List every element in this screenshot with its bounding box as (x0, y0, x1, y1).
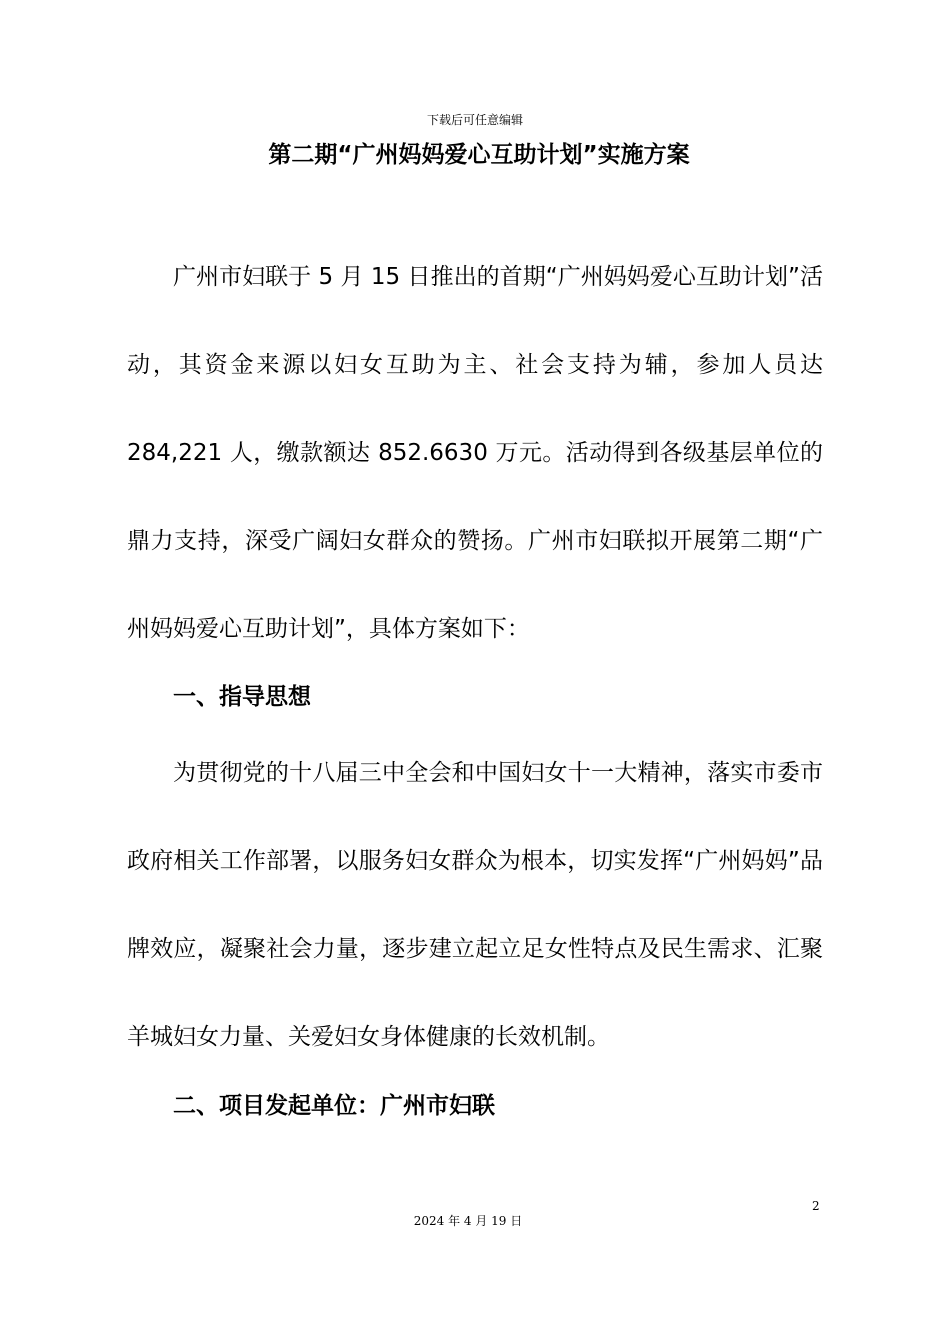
section-heading-sponsor: 二、项目发起单位：广州市妇联 (173, 1093, 495, 1119)
header-note: 下载后可任意编辑 (426, 113, 523, 127)
document-title: 第二期“广州妈妈爱心互助计划”实施方案 (268, 142, 690, 168)
page-number: 2 (812, 1199, 820, 1213)
intro-paragraph: 广州市妇联于 5 月 15 日推出的首期“广州妈妈爱心互助计划”活动，其资金来源以妇女互助为主、社会支持为辅，参加人员达 284,221 人，缴款额达 852.6630 万元。活动得到各级基层单位的鼎力支持，深受广阔妇女群众的赞扬。广州市妇联拟开展第二期“广州妈妈爱心互助计划”，具体方案如下： (127, 264, 823, 642)
guiding-thought-paragraph: 为贯彻党的十八届三中全会和中国妇女十一大精神，落实市委市政府相关工作部署，以服务妇女群众为根本，切实发挥“广州妈妈”品牌效应，凝聚社会力量，逐步建立起立足女性特点及民生需求、汇聚羊城妇女力量、关爱妇女身体健康的长效机制。 (127, 760, 823, 1050)
footer-date: 2024 年 4 月 19 日 (413, 1214, 523, 1228)
section-heading-guiding-thought: 一、指导思想 (173, 684, 311, 710)
